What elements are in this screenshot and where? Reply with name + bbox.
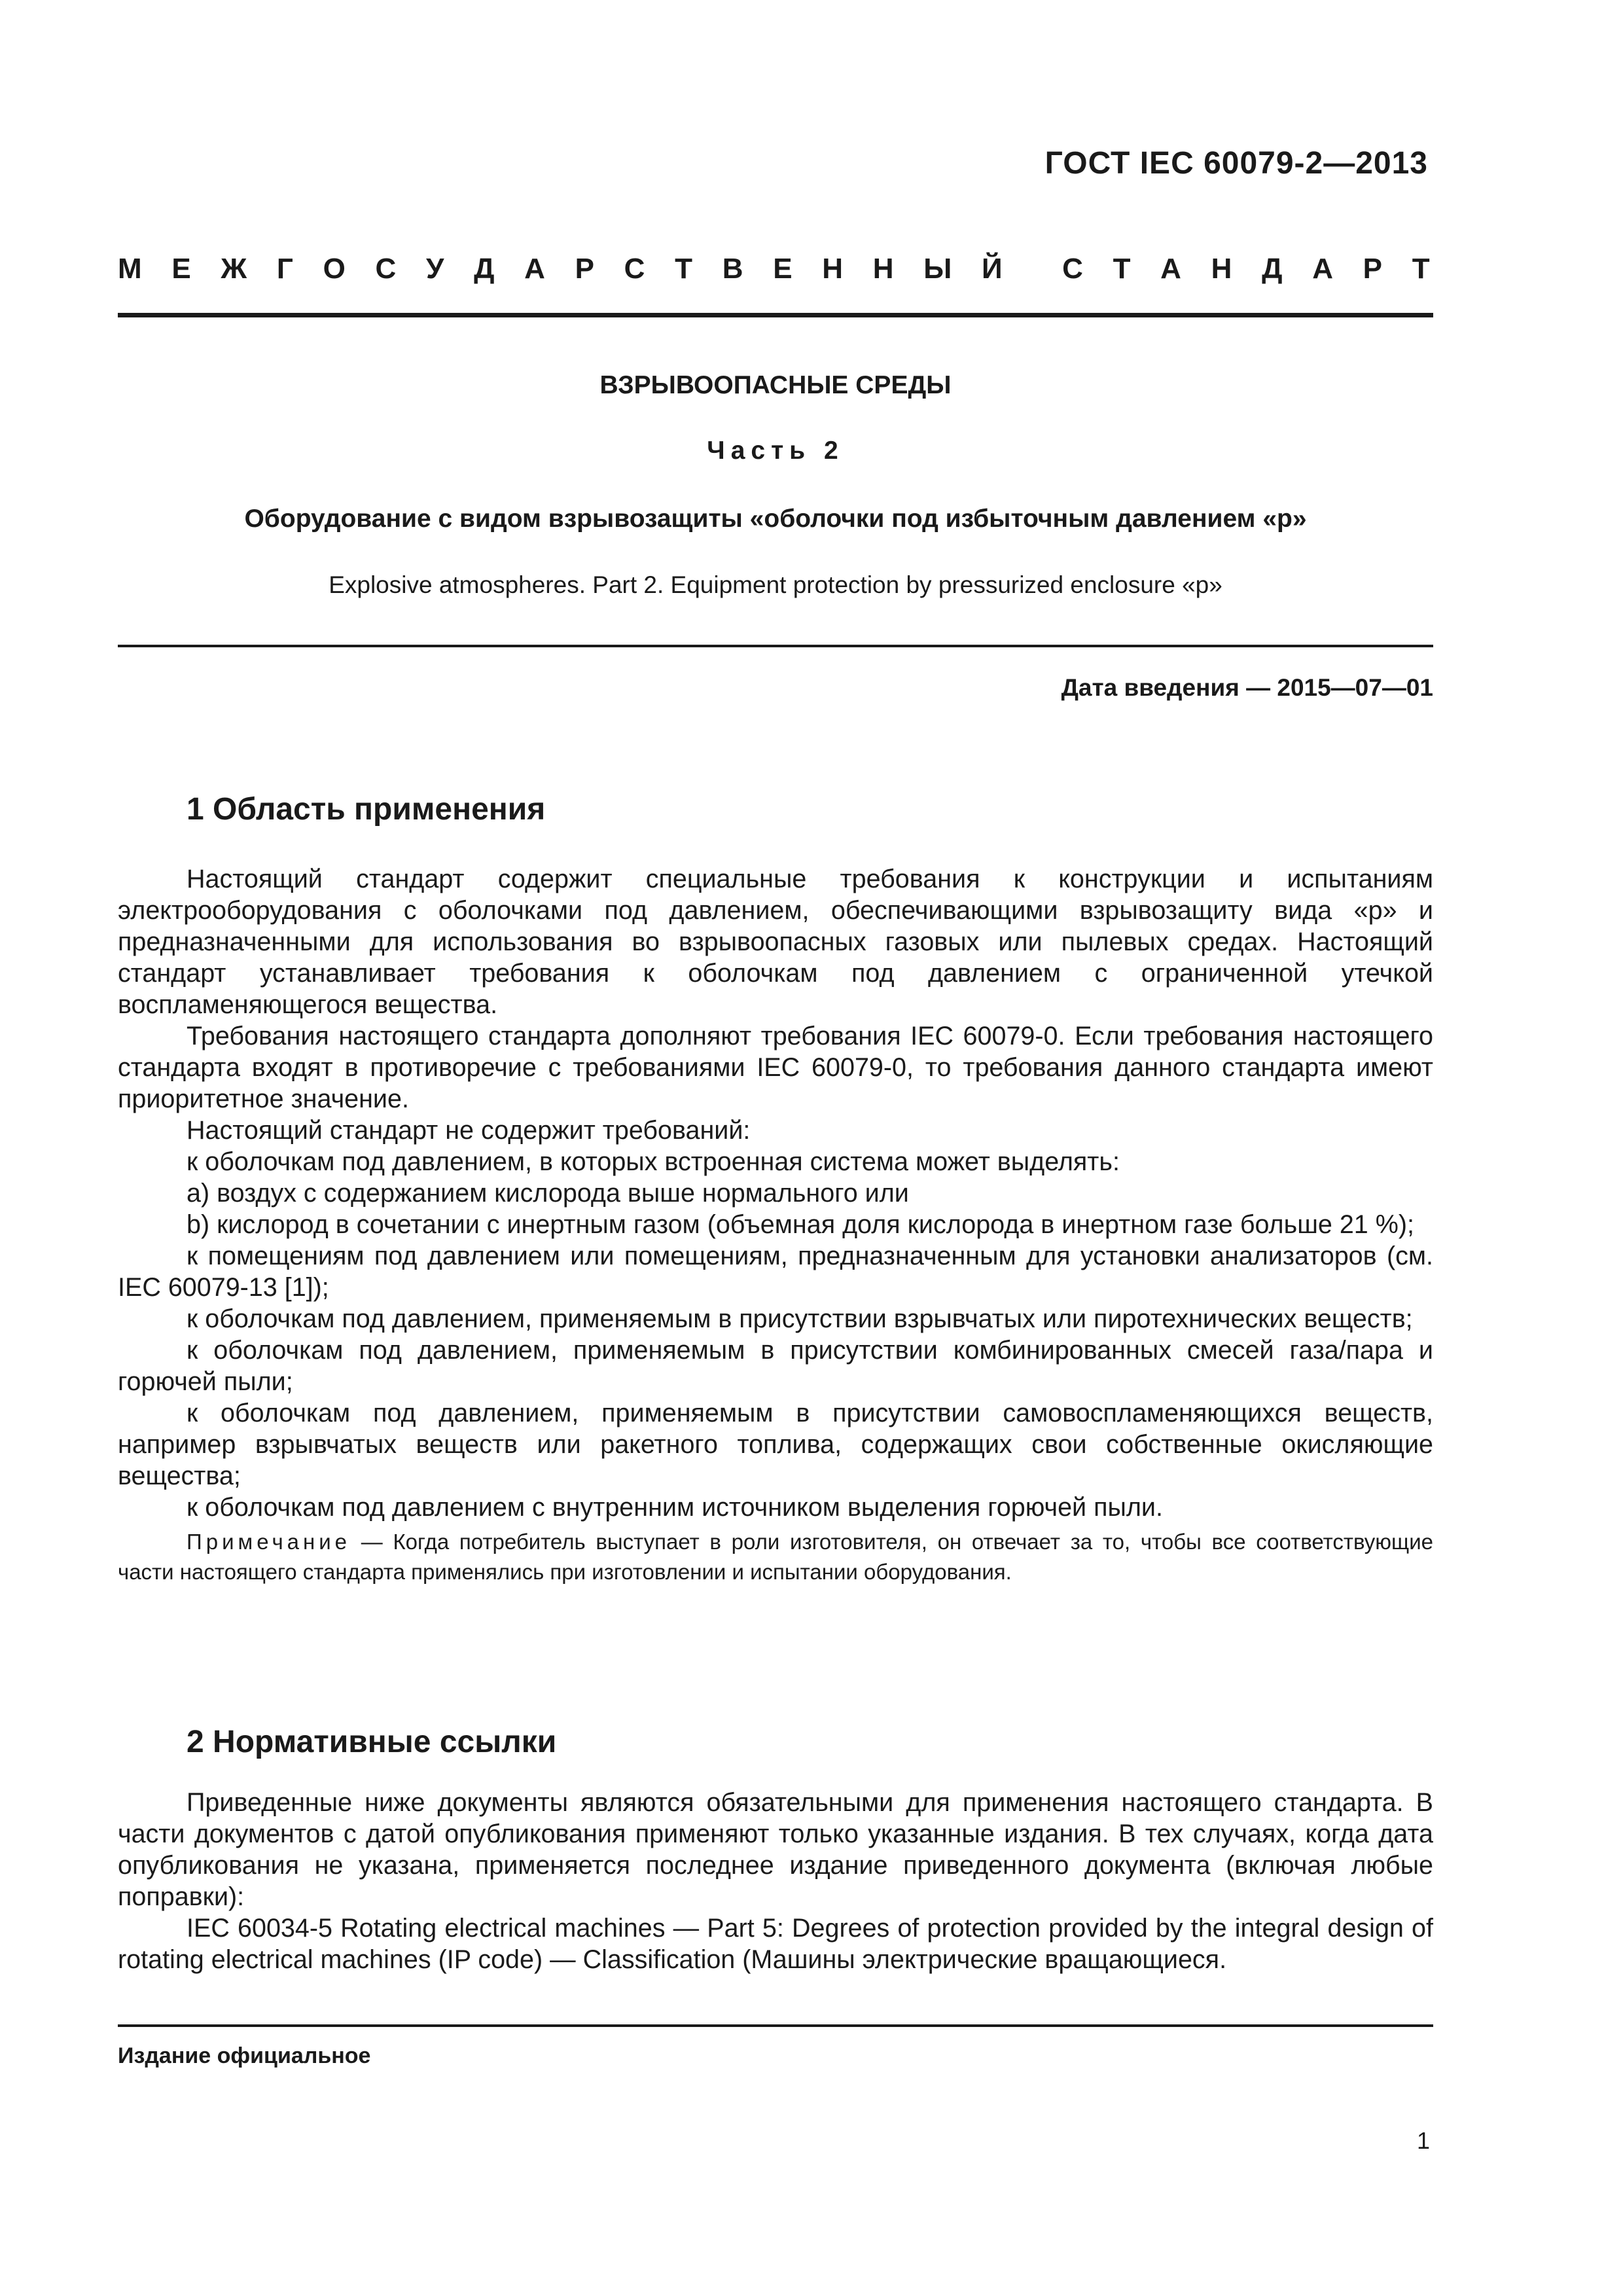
doc-kind-letter: В (722, 253, 743, 285)
doc-kind-letter: А (1312, 253, 1333, 285)
note-text: — Когда потребитель выступает в роли изготовителя, он отвечает за то, чтобы все соответствующие части настоящего стандарта применялись при изготовлении и испытании оборудования. (118, 1530, 1433, 1584)
doc-kind-letter: У (425, 253, 444, 285)
doc-kind-letter: Н (1211, 253, 1232, 285)
section-scope (118, 789, 1433, 1587)
doc-kind-letter: М (118, 253, 142, 285)
doc-kind-letter: Ж (221, 253, 247, 285)
document-kind-heading (118, 253, 1430, 285)
list-item: b) кислород в сочетании с инертным газом (объемная доля кислорода в инертном газе больше 21 %); (187, 1210, 1414, 1239)
doc-kind-letter: Д (1262, 253, 1283, 285)
paragraph: Настоящий стандарт содержит специальные требования к конструкции и испытаниям электрооборудования с оболочками под давлением, обеспечивающими взрывозащиту вида «p» и предназначенными для использования во взрывоопасных газовых или пылевых средах. Настоящий стандарт устанавливает требования к оболочкам под давлением с ограниченной утечкой воспламеняющегося вещества. (118, 865, 1433, 1019)
doc-kind-letter: Й (982, 253, 1003, 285)
doc-kind-letter: Р (1363, 253, 1383, 285)
note (118, 1527, 1433, 1587)
header-rule (118, 313, 1433, 317)
document-code: ГОСТ IEC 60079-2—2013 (1044, 146, 1428, 181)
note-label: Примечание (187, 1530, 351, 1554)
doc-kind-letter: С (1062, 253, 1083, 285)
doc-kind-letter: Т (675, 253, 693, 285)
doc-kind-letter: Е (773, 253, 793, 285)
doc-kind-letter: С (375, 253, 397, 285)
doc-kind-letter: Г (276, 253, 293, 285)
paragraph: к оболочкам под давлением с внутренним источником выделения горючей пыли. (187, 1493, 1163, 1522)
paragraph: Настоящий стандарт не содержит требований: (187, 1116, 751, 1145)
edition-label: Издание официальное (118, 2043, 371, 2068)
paragraph: Требования настоящего стандарта дополняют требования IEC 60079-0. Если требования настоящего стандарта входят в противоречие с требованиями IEC 60079-0, то требования данного стандарта имеют приоритетное значение. (118, 1022, 1433, 1113)
doc-kind-letter: О (323, 253, 346, 285)
paragraph: к оболочкам под давлением, применяемым в присутствии взрывчатых или пиротехнических веществ; (187, 1304, 1413, 1333)
doc-kind-letter: Ы (923, 253, 952, 285)
doc-kind-letter: А (524, 253, 545, 285)
doc-kind-letter: Р (575, 253, 594, 285)
paragraph: Приведенные ниже документы являются обязательными для применения настоящего стандарта. В части документов с датой опубликования применяют только указанные издания. В тех случаях, когда дата опубликования не указана, применяется последнее издание приведенного документа (включая любые поправки): (118, 1788, 1433, 1911)
document-subtitle: Оборудование с видом взрывозащиты «оболочки под избыточным давлением «p» (244, 505, 1307, 533)
footer-rule (118, 2024, 1433, 2027)
doc-kind-letter: Т (1412, 253, 1430, 285)
doc-kind-letter: Д (474, 253, 495, 285)
document-title: ВЗРЫВООПАСНЫЕ СРЕДЫ (599, 371, 952, 399)
page-number: 1 (1416, 2127, 1430, 2154)
section-normative-references (118, 1721, 1433, 1975)
list-item: a) воздух с содержанием кислорода выше нормального или (187, 1179, 909, 1208)
document-part: Часть 2 (707, 437, 844, 465)
doc-kind-letter: С (624, 253, 645, 285)
doc-kind-letter: Н (822, 253, 844, 285)
paragraph: к помещениям под давлением или помещениям, предназначенным для установки анализаторов (см. IEC 60079-13 [1]); (118, 1242, 1433, 1302)
doc-kind-letter: Н (872, 253, 894, 285)
paragraph: к оболочкам под давлением, применяемым в присутствии самовоспламеняющихся веществ, например взрывчатых веществ или ракетного топлива, содержащих свои собственные окисляющие вещества; (118, 1399, 1433, 1490)
paragraph: к оболочкам под давлением, в которых встроенная система может выделять: (187, 1147, 1120, 1176)
section-heading: 1 Область применения (187, 792, 546, 827)
section-heading: 2 Нормативные ссылки (187, 1725, 557, 1759)
doc-kind-letter: Т (1113, 253, 1131, 285)
doc-kind-letter: А (1160, 253, 1181, 285)
paragraph: к оболочкам под давлением, применяемым в присутствии комбинированных смесей газа/пара и горючей пыли; (118, 1336, 1433, 1396)
doc-kind-letter: Е (171, 253, 191, 285)
introduction-date: Дата введения — 2015—07—01 (1061, 674, 1433, 701)
title-rule (118, 645, 1433, 647)
reference-item: IEC 60034-5 Rotating electrical machines — Part 5: Degrees of protection provided by the integral design of rotating electrical machines (IP code) — Classification (Машины электрические вращающиеся. (118, 1914, 1433, 1974)
english-title: Explosive atmospheres. Part 2. Equipment protection by pressurized enclosure «p» (329, 571, 1222, 598)
